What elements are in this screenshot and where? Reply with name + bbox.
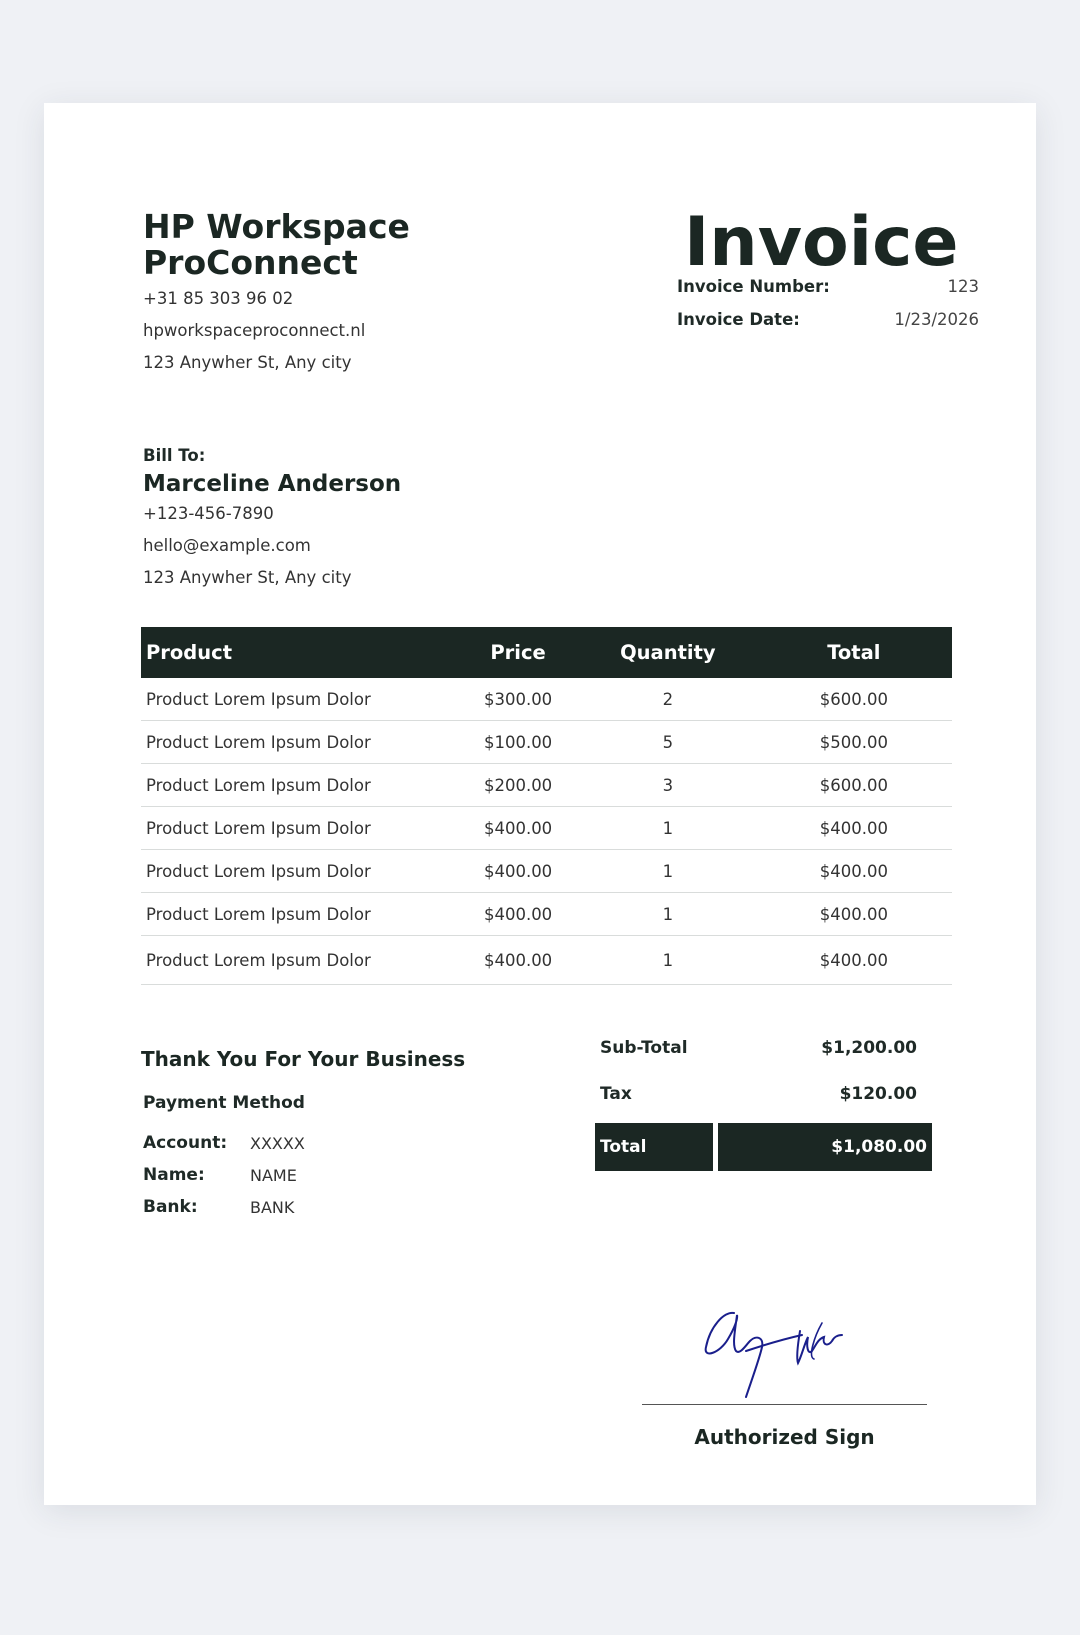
cell-product: Product Lorem Ipsum Dolor: [141, 764, 456, 807]
cell-total: $400.00: [756, 936, 952, 985]
cell-quantity: 1: [580, 893, 756, 936]
cell-price: $400.00: [456, 850, 580, 893]
total-label: Total: [595, 1123, 713, 1171]
cell-total: $600.00: [756, 764, 952, 807]
table-row: [141, 678, 952, 721]
thank-you-message: Thank You For Your Business: [141, 1047, 466, 1071]
company-website: hpworkspaceproconnect.nl: [143, 321, 366, 340]
company-address: 123 Anywher St, Any city: [143, 353, 352, 372]
cell-product: Product Lorem Ipsum Dolor: [141, 807, 456, 850]
authorized-sign-label: Authorized Sign: [694, 1425, 875, 1449]
cell-price: $100.00: [456, 721, 580, 764]
table-header-row: [141, 627, 952, 678]
cell-quantity: 1: [580, 936, 756, 985]
bill-to-label: Bill To:: [143, 446, 206, 465]
company-phone: +31 85 303 96 02: [143, 289, 294, 308]
invoice-number: 123: [947, 277, 979, 296]
table-row: [141, 764, 952, 807]
cell-total: $400.00: [756, 893, 952, 936]
items-table: [141, 627, 952, 985]
cell-total: $400.00: [756, 850, 952, 893]
cell-quantity: 1: [580, 850, 756, 893]
cell-total: $500.00: [756, 721, 952, 764]
cell-product: Product Lorem Ipsum Dolor: [141, 936, 456, 985]
account-label: Account:: [143, 1133, 228, 1153]
invoice-number-label: Invoice Number:: [677, 277, 830, 296]
client-name: Marceline Anderson: [143, 471, 402, 497]
table-row: [141, 936, 952, 985]
signature-line: [642, 1404, 927, 1405]
header-total: Total: [756, 627, 952, 678]
signature-image: [704, 1301, 864, 1401]
account-value: XXXXX: [250, 1134, 305, 1153]
header-price: Price: [456, 627, 580, 678]
invoice-page: [44, 103, 1036, 1505]
cell-product: Product Lorem Ipsum Dolor: [141, 721, 456, 764]
subtotal-value: $1,200.00: [821, 1038, 917, 1058]
table-row: [141, 807, 952, 850]
invoice-date: 1/23/2026: [894, 310, 979, 329]
client-phone: +123-456-7890: [143, 504, 274, 523]
company-name: HP Workspace ProConnect: [143, 207, 410, 282]
bank-value: BANK: [250, 1198, 295, 1217]
cell-price: $200.00: [456, 764, 580, 807]
cell-product: Product Lorem Ipsum Dolor: [141, 678, 456, 721]
tax-label: Tax: [600, 1084, 632, 1104]
cell-product: Product Lorem Ipsum Dolor: [141, 850, 456, 893]
invoice-date-label: Invoice Date:: [677, 310, 800, 329]
invoice-title: Invoice: [684, 203, 959, 282]
cell-price: $400.00: [456, 893, 580, 936]
client-email: hello@example.com: [143, 536, 311, 555]
cell-price: $300.00: [456, 678, 580, 721]
cell-total: $600.00: [756, 678, 952, 721]
table-row: [141, 721, 952, 764]
cell-price: $400.00: [456, 936, 580, 985]
cell-quantity: 2: [580, 678, 756, 721]
cell-price: $400.00: [456, 807, 580, 850]
tax-value: $120.00: [839, 1084, 917, 1104]
subtotal-label: Sub-Total: [600, 1038, 688, 1058]
cell-total: $400.00: [756, 807, 952, 850]
table-row: [141, 893, 952, 936]
cell-quantity: 5: [580, 721, 756, 764]
name-label: Name:: [143, 1165, 205, 1185]
name-value: NAME: [250, 1166, 297, 1185]
cell-quantity: 1: [580, 807, 756, 850]
total-value: $1,080.00: [718, 1123, 932, 1171]
header-product: Product: [141, 627, 456, 678]
header-quantity: Quantity: [580, 627, 756, 678]
table-row: [141, 850, 952, 893]
bank-label: Bank:: [143, 1197, 198, 1217]
cell-product: Product Lorem Ipsum Dolor: [141, 893, 456, 936]
payment-method-title: Payment Method: [143, 1093, 305, 1113]
cell-quantity: 3: [580, 764, 756, 807]
client-address: 123 Anywher St, Any city: [143, 568, 352, 587]
